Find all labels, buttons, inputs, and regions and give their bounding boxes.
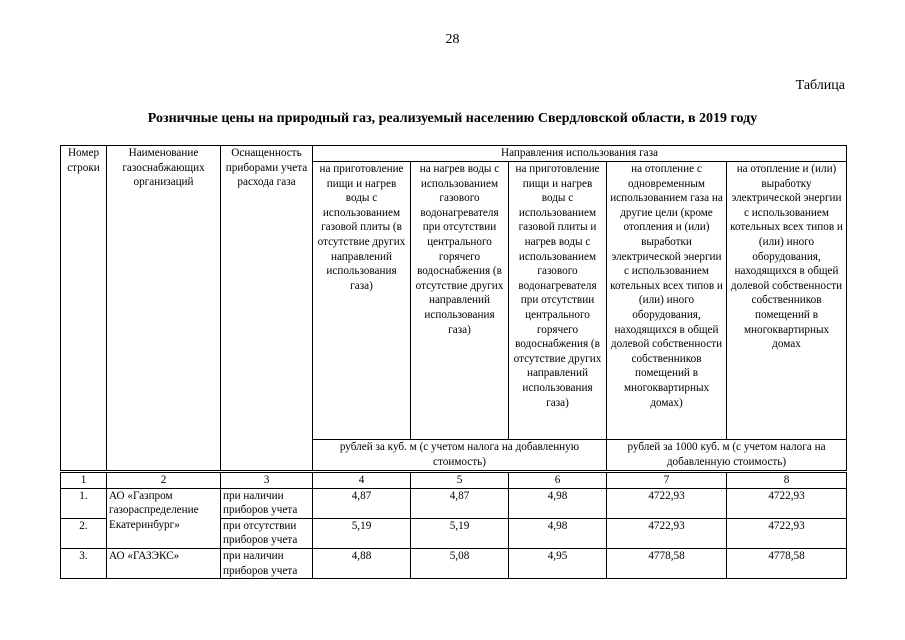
document-title: Розничные цены на природный газ, реализуемый населению Свердловской области, в 2019 году <box>147 111 758 126</box>
header-col-8: на отопление и (или) выработку электрической энергии с использованием котельных всех типов и (или) иного оборудования, находящихся в общей долевой собственности собственников помещений в многоквартирных домах <box>727 162 847 440</box>
column-number: 5 <box>411 472 509 489</box>
header-col-6: на приготовление пищи и нагрев воды с использованием газовой плиты и нагрев воды с использованием газового водонагревателя при отсутствии центрального горячего водоснабжения (в отсутствие других направлений использования газа) <box>509 162 607 440</box>
price-cell: 4722,93 <box>727 488 847 518</box>
header-col-5: на нагрев воды с использованием газового водонагревателя при отсутствии центрального горячего водоснабжения (в отсутствие других направлений использования газа) <box>411 162 509 440</box>
unit-per-1000-cubic-meters: рублей за 1000 куб. м (с учетом налога на добавленную стоимость) <box>607 440 847 472</box>
table-row <box>61 548 847 578</box>
header-col-7: на отопление с одновременным использованием газа на другие цели (кроме отопления и (или) выработки электрической энергии с использованием котельных всех типов и (или) иного оборудования, находящихся в общей долевой собственности собственников помещений в многоквартирных домах) <box>607 162 727 440</box>
price-cell: 4,88 <box>313 548 411 578</box>
price-cell: 4722,93 <box>727 518 847 548</box>
header-org-name: Наименование газоснабжающих организаций <box>107 146 221 472</box>
page-number: 28 <box>445 32 460 47</box>
column-number: 7 <box>607 472 727 489</box>
price-cell: 4722,93 <box>607 518 727 548</box>
price-cell: 5,19 <box>313 518 411 548</box>
metering-cell: при наличии приборов учета <box>221 488 313 518</box>
column-number: 6 <box>509 472 607 489</box>
header-row-top <box>61 146 847 162</box>
column-number: 4 <box>313 472 411 489</box>
price-cell: 5,08 <box>411 548 509 578</box>
row-number: 1. <box>61 488 107 518</box>
org-name-cell: АО «ГАЗЭКС» <box>107 548 221 578</box>
price-cell: 4,87 <box>313 488 411 518</box>
column-number: 2 <box>107 472 221 489</box>
table-row <box>61 488 847 518</box>
org-name-cell: АО «Газпром газораспределение Екатеринбург» <box>107 488 221 548</box>
price-cell: 4,98 <box>509 488 607 518</box>
price-cell: 4,87 <box>411 488 509 518</box>
price-cell: 5,19 <box>411 518 509 548</box>
row-number: 3. <box>61 548 107 578</box>
column-number: 3 <box>221 472 313 489</box>
header-directions: Направления использования газа <box>313 146 847 162</box>
price-cell: 4,98 <box>509 518 607 548</box>
header-metering: Оснащенность приборами учета расхода газа <box>221 146 313 472</box>
price-cell: 4778,58 <box>607 548 727 578</box>
column-number: 1 <box>61 472 107 489</box>
row-number: 2. <box>61 518 107 548</box>
column-number: 8 <box>727 472 847 489</box>
price-cell: 4,95 <box>509 548 607 578</box>
metering-cell: при наличии приборов учета <box>221 548 313 578</box>
price-table <box>60 145 847 579</box>
header-col-4: на приготовление пищи и нагрев воды с использованием газовой плиты (в отсутствие других направлений использования газа) <box>313 162 411 440</box>
price-cell: 4722,93 <box>607 488 727 518</box>
price-cell: 4778,58 <box>727 548 847 578</box>
unit-per-cubic-meter: рублей за куб. м (с учетом налога на добавленную стоимость) <box>313 440 607 472</box>
table-caption: Таблица <box>795 78 845 93</box>
header-row-number: Номер строки <box>61 146 107 472</box>
metering-cell: при отсутствии приборов учета <box>221 518 313 548</box>
column-number-row <box>61 472 847 489</box>
